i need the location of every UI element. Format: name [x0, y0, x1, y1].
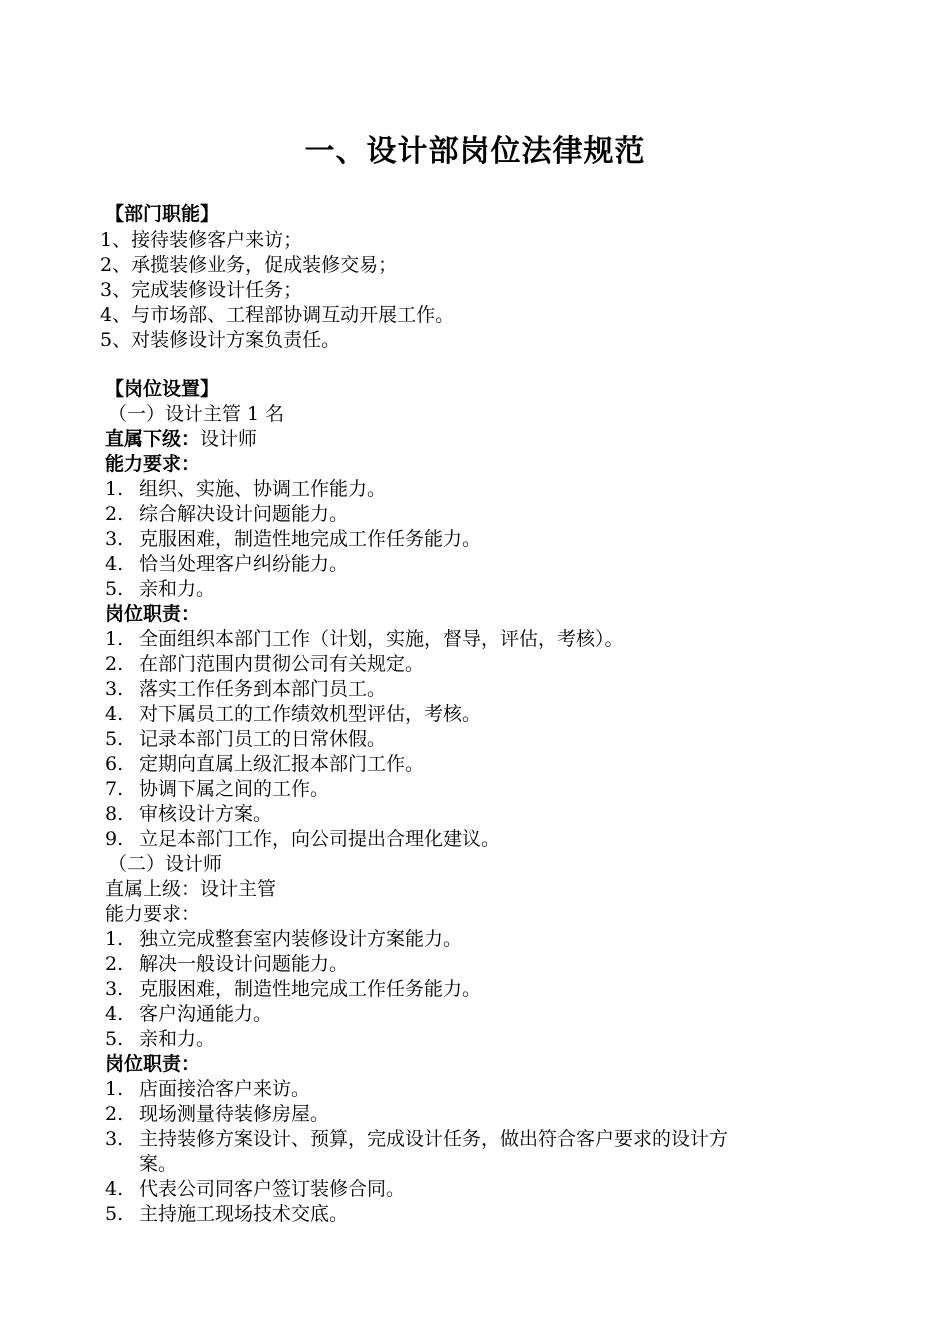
list-item: 客户沟通能力。: [139, 1003, 273, 1025]
list-number: 8.: [105, 803, 124, 825]
list-item: 克服困难，制造性地完成工作任务能力。: [139, 528, 482, 550]
list-item: 恰当处理客户纠纷能力。: [139, 553, 349, 575]
list-item: 在部门范围内贯彻公司有关规定。: [139, 653, 425, 675]
list-item: 代表公司同客户签订装修合同。: [139, 1178, 406, 1200]
list-item: 亲和力。: [139, 578, 216, 600]
dept-function-item: 4、与市场部、工程部协调互动开展工作。: [100, 304, 455, 326]
list-number: 1.: [105, 628, 124, 650]
list-number: 3.: [105, 528, 124, 550]
designer-title: （二）设计师: [108, 853, 223, 875]
list-item: 主持施工现场技术交底。: [139, 1203, 349, 1225]
list-item: 主持装修方案设计、预算，完成设计任务，做出符合客户要求的设计方: [139, 1128, 729, 1150]
list-number: 5.: [105, 1203, 124, 1225]
list-number: 2.: [105, 953, 124, 975]
list-item: 记录本部门员工的日常休假。: [139, 728, 387, 750]
dept-function-item: 2、承揽装修业务，促成装修交易；: [100, 254, 398, 276]
list-number: 1.: [105, 928, 124, 950]
dept-function-item: 1、接待装修客户来访；: [100, 229, 303, 251]
list-number: 7.: [105, 778, 124, 800]
supervisor-title: （一）设计主管 1 名: [108, 403, 285, 425]
list-item: 审核设计方案。: [139, 803, 273, 825]
list-item: 组织、实施、协调工作能力。: [139, 478, 387, 500]
superior-value: 设计主管: [200, 878, 277, 900]
list-item: 解决一般设计问题能力。: [139, 953, 349, 975]
list-item: 立足本部门工作，向公司提出合理化建议。: [139, 828, 501, 850]
list-item: 全面组织本部门工作（计划，实施，督导，评估，考核）。: [139, 628, 624, 650]
list-number: 5.: [105, 728, 124, 750]
page-title: 一、设计部岗位法律规范: [304, 134, 646, 169]
list-item: 亲和力。: [139, 1028, 216, 1050]
subordinate-value: 设计师: [200, 428, 258, 450]
list-number: 5.: [105, 578, 124, 600]
dept-function-item: 5、对装修设计方案负责任。: [100, 329, 341, 351]
list-item: 落实工作任务到本部门员工。: [139, 678, 387, 700]
list-item: 对下属员工的工作绩效机型评估，考核。: [139, 703, 482, 725]
list-number: 5.: [105, 1028, 124, 1050]
superior-label: 直属上级：: [105, 878, 201, 900]
designer-duty-label: 岗位职责：: [105, 1053, 201, 1075]
dept-function-item: 3、完成装修设计任务；: [100, 279, 303, 301]
supervisor-ability-label: 能力要求：: [105, 453, 201, 475]
list-item: 协调下属之间的工作。: [139, 778, 330, 800]
supervisor-duty-label: 岗位职责：: [105, 603, 201, 625]
list-item: 综合解决设计问题能力。: [139, 503, 349, 525]
list-item: 现场测量待装修房屋。: [139, 1103, 330, 1125]
list-item: 店面接洽客户来访。: [139, 1078, 311, 1100]
list-number: 4.: [105, 1003, 124, 1025]
list-item: 定期向直属上级汇报本部门工作。: [139, 753, 425, 775]
designer-superior: [105, 877, 276, 902]
list-number: 3.: [105, 678, 124, 700]
list-number: 4.: [105, 703, 124, 725]
list-number: 1.: [105, 1078, 124, 1100]
positions-heading: 【岗位设置】: [105, 378, 220, 400]
list-number: 6.: [105, 753, 124, 775]
list-item-continuation: 案。: [139, 1153, 178, 1175]
list-number: 4.: [105, 553, 124, 575]
list-item: 独立完成整套室内装修设计方案能力。: [139, 928, 463, 950]
subordinate-label: 直属下级：: [105, 428, 201, 450]
list-number: 2.: [105, 503, 124, 525]
list-number: 3.: [105, 1128, 124, 1150]
list-number: 4.: [105, 1178, 124, 1200]
designer-ability-label: 能力要求：: [105, 903, 201, 925]
list-number: 2.: [105, 1103, 124, 1125]
supervisor-subordinate: [105, 427, 257, 452]
list-item: 克服困难，制造性地完成工作任务能力。: [139, 978, 482, 1000]
list-number: 9.: [105, 828, 124, 850]
list-number: 3.: [105, 978, 124, 1000]
list-number: 1.: [105, 478, 124, 500]
dept-function-heading: 【部门职能】: [105, 203, 220, 225]
list-number: 2.: [105, 653, 124, 675]
